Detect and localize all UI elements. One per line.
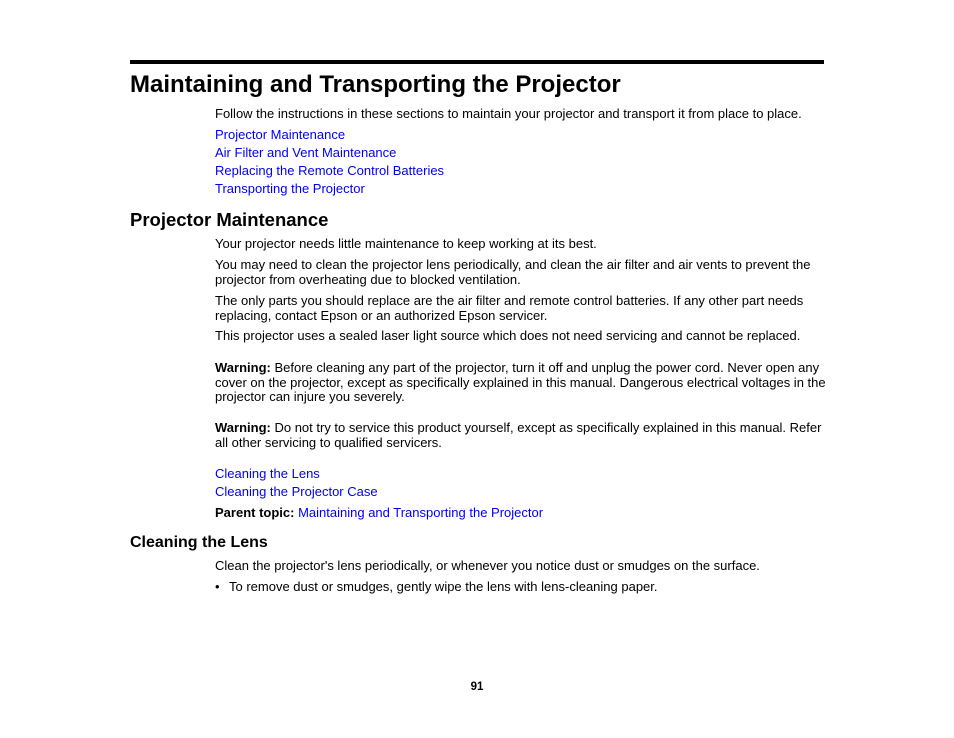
maintenance-paragraph-3	[215, 294, 827, 323]
warning-label: Warning:	[215, 360, 271, 375]
body-text: You may need to clean the projector lens periodically, and clean the air filter and air vents to prevent the projector from overheating due to blocked ventilation.	[215, 257, 811, 287]
chapter-intro-block	[215, 107, 827, 122]
list-item	[215, 580, 827, 595]
warning-text: Do not try to service this product yourself, except as specifically explained in this manual. Refer all other servicing to qualified servicers.	[215, 420, 822, 450]
section-title-projector-maintenance: Projector Maintenance	[130, 209, 329, 230]
chapter-intro-text: Follow the instructions in these sections to maintain your projector and transport it from place to place.	[215, 106, 802, 121]
link-air-filter-vent-maintenance[interactable]: Air Filter and Vent Maintenance	[215, 145, 397, 160]
warning-text: Before cleaning any part of the projector, turn it off and unplug the power cord. Never open any cover on the projector, except as specifically explained in this manual. Dangerous electrical voltages in the projector can injure you severely.	[215, 360, 826, 404]
warning-block-2	[215, 421, 827, 450]
link-projector-maintenance[interactable]: Projector Maintenance	[215, 127, 346, 142]
top-rule	[130, 60, 824, 64]
chapter-link-list	[215, 128, 827, 197]
maintenance-paragraph-2	[215, 258, 827, 287]
body-text: This projector uses a sealed laser light source which does not need servicing and cannot be replaced.	[215, 328, 801, 343]
bullet-icon: •	[215, 579, 220, 594]
chapter-title: Maintaining and Transporting the Projector	[130, 71, 621, 98]
maintenance-paragraph-4	[215, 329, 827, 344]
link-parent-topic[interactable]: Maintaining and Transporting the Projector	[298, 505, 544, 520]
maintenance-link-list	[215, 467, 827, 500]
link-transporting-projector[interactable]: Transporting the Projector	[215, 181, 365, 196]
body-text: The only parts you should replace are the air filter and remote control batteries. If any other part needs replacing, contact Epson or an authorized Epson servicer.	[215, 293, 804, 323]
page-number: 91	[470, 681, 484, 693]
link-replacing-remote-batteries[interactable]: Replacing the Remote Control Batteries	[215, 163, 445, 178]
parent-topic-label: Parent topic:	[215, 505, 295, 520]
lens-intro	[215, 559, 827, 574]
lens-bullet-list	[215, 580, 827, 595]
parent-topic-line	[215, 506, 827, 521]
maintenance-paragraph-1	[215, 237, 827, 252]
warning-label: Warning:	[215, 420, 271, 435]
warning-block-1	[215, 361, 827, 405]
link-cleaning-projector-case[interactable]: Cleaning the Projector Case	[215, 484, 378, 499]
subsection-title-cleaning-lens: Cleaning the Lens	[130, 534, 268, 551]
body-text: Clean the projector's lens periodically, or whenever you notice dust or smudges on the surface.	[215, 558, 760, 573]
list-item-text: To remove dust or smudges, gently wipe the lens with lens-cleaning paper.	[229, 579, 658, 594]
link-cleaning-lens[interactable]: Cleaning the Lens	[215, 466, 320, 481]
body-text: Your projector needs little maintenance to keep working at its best.	[215, 236, 597, 251]
